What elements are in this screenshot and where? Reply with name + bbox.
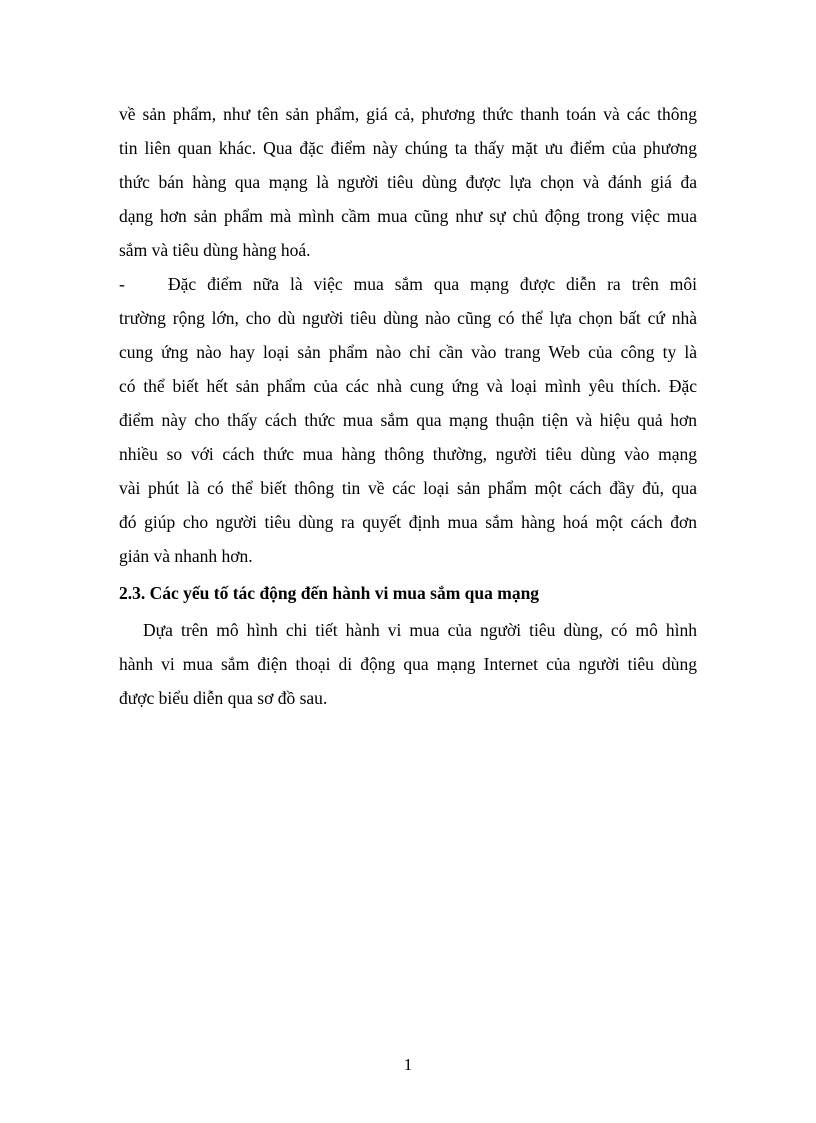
- paragraph1-line-1: về sản phẩm, như tên sản phẩm, giá cả, phương thức thanh toán và các thông: [119, 104, 697, 124]
- paragraph2-line-1: Đặc điểm nữa là việc mua sắm qua mạng được diễn ra trên môi: [168, 274, 697, 294]
- paragraph3-line-2: hành vi mua sắm điện thoại di động qua mạng Internet của người tiêu dùng: [119, 654, 697, 674]
- paragraph2-line-4: có thể biết hết sản phẩm của các nhà cung ứng và loại mình yêu thích. Đặc: [119, 376, 697, 396]
- paragraph3-line-1: Dựa trên mô hình chi tiết hành vi mua của người tiêu dùng, có mô hình: [143, 620, 697, 640]
- page-number: 1: [403, 1055, 413, 1074]
- paragraph2-line-2: trường rộng lớn, cho dù người tiêu dùng nào cũng có thể lựa chọn bất cứ nhà: [119, 308, 697, 328]
- paragraph2-line-9: giản và nhanh hơn.: [119, 546, 253, 566]
- paragraph2-line-5: điểm này cho thấy cách thức mua sắm qua mạng thuận tiện và hiệu quả hơn: [119, 410, 697, 430]
- paragraph2-line-6: nhiều so với cách thức mua hàng thông thường, người tiêu dùng vào mạng: [119, 444, 697, 464]
- paragraph2-line-7: vài phút là có thể biết thông tin về các loại sản phẩm một cách đầy đủ, qua: [119, 478, 697, 498]
- paragraph1-line-5: sắm và tiêu dùng hàng hoá.: [119, 240, 311, 260]
- paragraph1-line-3: thức bán hàng qua mạng là người tiêu dùng được lựa chọn và đánh giá đa: [119, 172, 697, 192]
- paragraph1-line-4: dạng hơn sản phẩm mà mình cầm mua cũng như sự chủ động trong việc mua: [119, 206, 697, 226]
- paragraph2-line-3: cung ứng nào hay loại sản phẩm nào chỉ cần vào trang Web của công ty là: [119, 342, 697, 362]
- section-heading: 2.3. Các yếu tố tác động đến hành vi mua sắm qua mạng: [119, 583, 540, 603]
- bullet-dash: -: [119, 274, 125, 294]
- paragraph2-line-8: đó giúp cho người tiêu dùng ra quyết định mua sắm hàng hoá một cách đơn: [119, 512, 697, 532]
- paragraph3-line-3: được biểu diễn qua sơ đồ sau.: [119, 688, 328, 708]
- paragraph1-line-2: tin liên quan khác. Qua đặc điểm này chúng ta thấy mặt ưu điểm của phương: [119, 138, 697, 158]
